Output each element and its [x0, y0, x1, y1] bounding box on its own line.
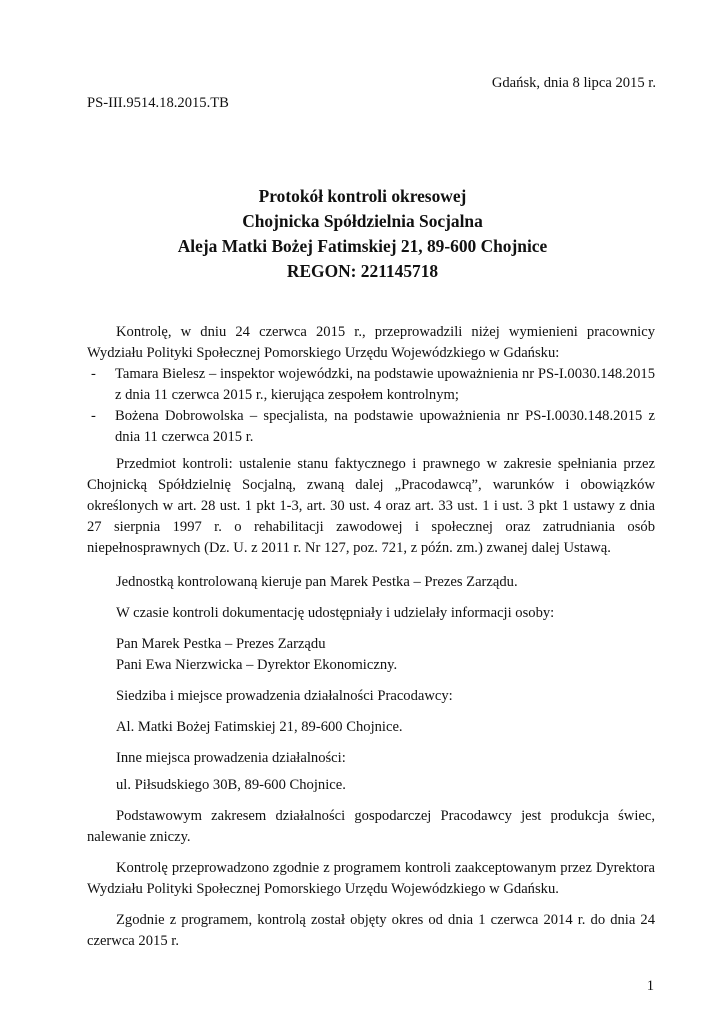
bullet-dash: -	[91, 408, 96, 424]
page-number: 1	[646, 978, 654, 994]
inspector-text: Tamara Bielesz – inspektor wojewódzki, na podstawie upoważnienia nr PS-I.0030.148.2015 z dnia 11 czerwca 2015 r., kierująca zespołem kontrolnym;	[115, 366, 655, 403]
title-line-1: Protokół kontroli okresowej	[258, 186, 467, 206]
intro-paragraph: Kontrolę, w dniu 24 czerwca 2015 r., przeprowadzili niżej wymienieni pracownicy Wydziału Polityki Społecznej Pomorskiego Urzędu Wojewódzkiego w Gdańsku:	[87, 324, 655, 361]
other-locations-label: Inne miejsca prowadzenia działalności:	[116, 750, 346, 766]
document-date: Gdańsk, dnia 8 lipca 2015 r.	[491, 75, 656, 91]
scope-paragraph: Podstawowym zakresem działalności gospodarczej Pracodawcy jest produkcja świec, nalewanie zniczy.	[87, 808, 655, 845]
program-paragraph: Kontrolę przeprowadzono zgodnie z programem kontroli zaakceptowanym przez Dyrektora Wydziału Polityki Społecznej Pomorskiego Urzędu Wojewódzkiego w Gdańsku.	[87, 860, 655, 897]
managed-by-paragraph: Jednostką kontrolowaną kieruje pan Marek Pestka – Prezes Zarządu.	[116, 574, 518, 590]
period-paragraph: Zgodnie z programem, kontrolą został objęty okres od dnia 1 czerwca 2014 r. do dnia 24 czerwca 2015 r.	[87, 912, 655, 949]
inspector-item	[87, 406, 655, 448]
inspector-item	[87, 364, 655, 406]
document-title	[0, 184, 725, 284]
person-line: Pani Ewa Nierzwicka – Dyrektor Ekonomiczny.	[116, 657, 398, 673]
other-location-address: ul. Piłsudskiego 30B, 89-600 Chojnice.	[116, 777, 346, 793]
title-line-3: Aleja Matki Bożej Fatimskiej 21, 89-600 Chojnice	[177, 236, 548, 256]
seat-address: Al. Matki Bożej Fatimskiej 21, 89-600 Chojnice.	[116, 719, 403, 735]
bullet-dash: -	[91, 366, 96, 382]
inspector-text: Bożena Dobrowolska – specjalista, na podstawie upoważnienia nr PS-I.0030.148.2015 z dnia 11 czerwca 2015 r.	[115, 408, 655, 445]
reference-number: PS-III.9514.18.2015.TB	[87, 95, 229, 111]
title-line-2: Chojnicka Spółdzielnia Socjalna	[242, 211, 483, 231]
title-line-4: REGON: 221145718	[286, 261, 439, 281]
person-line: Pan Marek Pestka – Prezes Zarządu	[116, 636, 326, 652]
subject-paragraph: Przedmiot kontroli: ustalenie stanu faktycznego i prawnego w zakresie spełniania przez Chojnicką Spółdzielnię Socjalną, zwaną dalej „Pracodawcą”, warunków i obowiązków określonych w art. 28 ust. 1 pkt 1-3, art. 30 ust. 4 oraz art. 33 ust. 1 i ust. 3 pkt 1 ustawy z dnia 27 sierpnia 1997 r. o rehabilitacji zawodowej i społecznej oraz zatrudniania osób niepełnosprawnych (Dz. U. z 2011 r. Nr 127, poz. 721, z późn. zm.) zwanej dalej Ustawą.	[87, 456, 655, 556]
seat-label: Siedziba i miejsce prowadzenia działalności Pracodawcy:	[116, 688, 453, 704]
document-body	[87, 322, 655, 952]
info-intro-paragraph: W czasie kontroli dokumentację udostępniały i udzielały informacji osoby:	[116, 605, 555, 621]
